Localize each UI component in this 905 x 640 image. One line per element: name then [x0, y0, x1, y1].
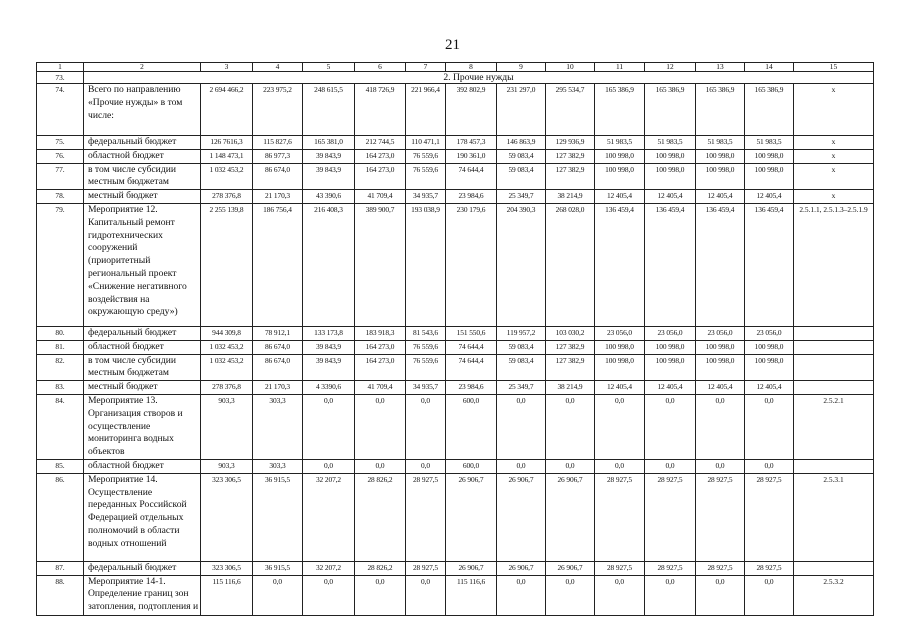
value-cell: 21 170,3 — [253, 381, 303, 395]
value-cell: 2 255 139,8 — [201, 203, 253, 326]
row-number: 87. — [37, 561, 84, 575]
row-number: 79. — [37, 203, 84, 326]
value-cell: 12 405,4 — [696, 190, 745, 204]
value-cell: 136 459,4 — [645, 203, 696, 326]
value-cell: 59 083,4 — [497, 149, 546, 163]
value-cell: 126 7616,3 — [201, 136, 253, 150]
value-cell: 193 038,9 — [406, 203, 446, 326]
value-cell: 32 207,2 — [303, 561, 355, 575]
value-cell: 36 915,5 — [253, 473, 303, 561]
row-number: 86. — [37, 473, 84, 561]
row-name: федеральный бюджет — [84, 561, 201, 575]
section-title: 2. Прочие нужды — [84, 72, 874, 84]
header-row — [37, 63, 874, 72]
column-number: 13 — [696, 63, 745, 72]
budget-table — [36, 62, 874, 616]
row-number: 78. — [37, 190, 84, 204]
code-cell — [794, 340, 874, 354]
value-cell: 323 306,5 — [201, 561, 253, 575]
value-cell: 323 306,5 — [201, 473, 253, 561]
row-number: 73. — [37, 72, 84, 84]
value-cell: 86 977,3 — [253, 149, 303, 163]
value-cell: 59 083,4 — [497, 354, 546, 381]
row-number: 85. — [37, 459, 84, 473]
value-cell: 133 173,8 — [303, 326, 355, 340]
column-number: 4 — [253, 63, 303, 72]
value-cell: 0,0 — [696, 394, 745, 459]
code-cell: x — [794, 190, 874, 204]
value-cell: 136 459,4 — [696, 203, 745, 326]
value-cell: 0,0 — [745, 459, 794, 473]
column-number: 9 — [497, 63, 546, 72]
value-cell: 119 957,2 — [497, 326, 546, 340]
table-row — [37, 381, 874, 395]
value-cell: 0,0 — [546, 459, 595, 473]
value-cell: 28 927,5 — [595, 561, 645, 575]
value-cell: 0,0 — [497, 575, 546, 615]
value-cell: 51 983,5 — [696, 136, 745, 150]
code-cell: 2.5.1.1, 2.5.1.3–2.5.1.9 — [794, 203, 874, 326]
value-cell: 34 935,7 — [406, 381, 446, 395]
value-cell: 248 615,5 — [303, 84, 355, 136]
column-number: 8 — [446, 63, 497, 72]
value-cell: 165 381,0 — [303, 136, 355, 150]
row-name: Всего по направлению «Прочие нужды» в том числе: — [84, 84, 201, 136]
value-cell: 59 083,4 — [497, 340, 546, 354]
value-cell: 23 056,0 — [645, 326, 696, 340]
value-cell: 76 559,6 — [406, 149, 446, 163]
code-cell — [794, 561, 874, 575]
value-cell: 0,0 — [497, 394, 546, 459]
value-cell: 136 459,4 — [595, 203, 645, 326]
value-cell: 0,0 — [406, 394, 446, 459]
value-cell: 28 927,5 — [645, 561, 696, 575]
value-cell: 25 349,7 — [497, 190, 546, 204]
value-cell: 278 376,8 — [201, 381, 253, 395]
row-number: 75. — [37, 136, 84, 150]
row-number: 81. — [37, 340, 84, 354]
value-cell: 4 3390,6 — [303, 381, 355, 395]
value-cell: 1 148 473,1 — [201, 149, 253, 163]
value-cell: 0,0 — [253, 575, 303, 615]
value-cell: 0,0 — [406, 459, 446, 473]
value-cell: 26 906,7 — [546, 473, 595, 561]
value-cell: 100 998,0 — [595, 354, 645, 381]
row-number: 82. — [37, 354, 84, 381]
row-name: федеральный бюджет — [84, 136, 201, 150]
value-cell: 86 674,0 — [253, 340, 303, 354]
table-row — [37, 394, 874, 459]
value-cell: 41 709,4 — [355, 190, 406, 204]
value-cell: 81 543,6 — [406, 326, 446, 340]
value-cell: 12 405,4 — [645, 190, 696, 204]
value-cell: 303,3 — [253, 394, 303, 459]
value-cell: 28 826,2 — [355, 473, 406, 561]
value-cell: 903,3 — [201, 459, 253, 473]
value-cell: 165 386,9 — [696, 84, 745, 136]
value-cell: 183 918,3 — [355, 326, 406, 340]
value-cell: 41 709,4 — [355, 381, 406, 395]
value-cell: 100 998,0 — [645, 163, 696, 190]
value-cell: 0,0 — [303, 394, 355, 459]
value-cell: 0,0 — [497, 459, 546, 473]
column-number: 5 — [303, 63, 355, 72]
value-cell: 100 998,0 — [696, 163, 745, 190]
row-name: Мероприятие 14-1. Определение границ зон затопления, подтопления и — [84, 575, 201, 615]
value-cell: 100 998,0 — [745, 340, 794, 354]
value-cell: 216 408,3 — [303, 203, 355, 326]
row-name: местный бюджет — [84, 190, 201, 204]
value-cell: 0,0 — [645, 575, 696, 615]
value-cell: 38 214,9 — [546, 381, 595, 395]
row-name: в том числе субсидии местным бюджетам — [84, 163, 201, 190]
value-cell: 36 915,5 — [253, 561, 303, 575]
value-cell: 268 028,0 — [546, 203, 595, 326]
row-name: областной бюджет — [84, 459, 201, 473]
value-cell: 26 906,7 — [497, 561, 546, 575]
value-cell: 12 405,4 — [745, 381, 794, 395]
value-cell: 418 726,9 — [355, 84, 406, 136]
row-number: 88. — [37, 575, 84, 615]
value-cell: 51 983,5 — [595, 136, 645, 150]
value-cell: 151 550,6 — [446, 326, 497, 340]
value-cell: 115 116,6 — [446, 575, 497, 615]
value-cell: 39 843,9 — [303, 354, 355, 381]
table-row — [37, 326, 874, 340]
value-cell: 28 927,5 — [745, 561, 794, 575]
value-cell: 212 744,5 — [355, 136, 406, 150]
row-number: 76. — [37, 149, 84, 163]
page-number: 21 — [445, 37, 460, 53]
value-cell: 32 207,2 — [303, 473, 355, 561]
column-number: 10 — [546, 63, 595, 72]
column-number: 6 — [355, 63, 406, 72]
value-cell: 43 390,6 — [303, 190, 355, 204]
table-row — [37, 459, 874, 473]
value-cell: 12 405,4 — [696, 381, 745, 395]
value-cell: 12 405,4 — [595, 381, 645, 395]
column-number: 2 — [84, 63, 201, 72]
value-cell: 278 376,8 — [201, 190, 253, 204]
code-cell — [794, 354, 874, 381]
code-cell — [794, 326, 874, 340]
value-cell: 0,0 — [645, 459, 696, 473]
row-number: 74. — [37, 84, 84, 136]
value-cell: 100 998,0 — [696, 149, 745, 163]
value-cell: 110 471,1 — [406, 136, 446, 150]
value-cell: 26 906,7 — [446, 561, 497, 575]
code-cell: 2.5.3.1 — [794, 473, 874, 561]
code-cell: x — [794, 136, 874, 150]
value-cell: 1 032 453,2 — [201, 340, 253, 354]
value-cell: 0,0 — [546, 575, 595, 615]
value-cell: 28 927,5 — [696, 561, 745, 575]
value-cell: 86 674,0 — [253, 163, 303, 190]
value-cell: 127 382,9 — [546, 163, 595, 190]
value-cell: 39 843,9 — [303, 340, 355, 354]
value-cell: 23 056,0 — [595, 326, 645, 340]
value-cell: 1 032 453,2 — [201, 354, 253, 381]
value-cell: 944 309,8 — [201, 326, 253, 340]
value-cell: 204 390,3 — [497, 203, 546, 326]
value-cell: 25 349,7 — [497, 381, 546, 395]
value-cell: 26 906,7 — [446, 473, 497, 561]
value-cell: 100 998,0 — [745, 149, 794, 163]
value-cell: 0,0 — [355, 575, 406, 615]
value-cell: 100 998,0 — [745, 354, 794, 381]
value-cell: 136 459,4 — [745, 203, 794, 326]
value-cell: 76 559,6 — [406, 340, 446, 354]
value-cell: 0,0 — [546, 394, 595, 459]
value-cell: 100 998,0 — [645, 340, 696, 354]
value-cell: 0,0 — [355, 394, 406, 459]
code-cell — [794, 459, 874, 473]
value-cell: 223 975,2 — [253, 84, 303, 136]
row-name: областной бюджет — [84, 149, 201, 163]
value-cell: 1 032 453,2 — [201, 163, 253, 190]
value-cell: 230 179,6 — [446, 203, 497, 326]
table-row — [37, 190, 874, 204]
column-number: 11 — [595, 63, 645, 72]
value-cell: 295 534,7 — [546, 84, 595, 136]
value-cell: 164 273,0 — [355, 163, 406, 190]
value-cell: 221 966,4 — [406, 84, 446, 136]
code-cell: x — [794, 163, 874, 190]
value-cell: 0,0 — [303, 575, 355, 615]
value-cell: 115 116,6 — [201, 575, 253, 615]
row-name: Мероприятие 12. Капитальный ремонт гидротехнических сооружений (приоритетный региональный проект «Снижение негативного воздействия на окружающую среду») — [84, 203, 201, 326]
value-cell: 100 998,0 — [645, 354, 696, 381]
value-cell: 78 912,1 — [253, 326, 303, 340]
value-cell: 164 273,0 — [355, 149, 406, 163]
value-cell: 86 674,0 — [253, 354, 303, 381]
value-cell: 190 361,0 — [446, 149, 497, 163]
value-cell: 146 863,9 — [497, 136, 546, 150]
value-cell: 76 559,6 — [406, 163, 446, 190]
value-cell: 23 056,0 — [696, 326, 745, 340]
value-cell: 231 297,0 — [497, 84, 546, 136]
code-cell: x — [794, 84, 874, 136]
value-cell: 23 984,6 — [446, 190, 497, 204]
value-cell: 127 382,9 — [546, 354, 595, 381]
value-cell: 103 030,2 — [546, 326, 595, 340]
code-cell: x — [794, 149, 874, 163]
value-cell: 165 386,9 — [745, 84, 794, 136]
column-number: 3 — [201, 63, 253, 72]
value-cell: 100 998,0 — [745, 163, 794, 190]
value-cell: 186 756,4 — [253, 203, 303, 326]
value-cell: 100 998,0 — [696, 354, 745, 381]
value-cell: 28 927,5 — [595, 473, 645, 561]
value-cell: 0,0 — [696, 575, 745, 615]
value-cell: 165 386,9 — [645, 84, 696, 136]
column-number: 7 — [406, 63, 446, 72]
value-cell: 26 906,7 — [546, 561, 595, 575]
value-cell: 26 906,7 — [497, 473, 546, 561]
value-cell: 0,0 — [595, 575, 645, 615]
value-cell: 28 927,5 — [696, 473, 745, 561]
value-cell: 164 273,0 — [355, 354, 406, 381]
value-cell: 100 998,0 — [595, 149, 645, 163]
value-cell: 127 382,9 — [546, 149, 595, 163]
value-cell: 600,0 — [446, 394, 497, 459]
code-cell: 2.5.2.1 — [794, 394, 874, 459]
code-cell — [794, 381, 874, 395]
row-name: местный бюджет — [84, 381, 201, 395]
value-cell: 0,0 — [595, 394, 645, 459]
value-cell: 28 927,5 — [745, 473, 794, 561]
value-cell: 74 644,4 — [446, 354, 497, 381]
table-row — [37, 149, 874, 163]
value-cell: 28 927,5 — [406, 473, 446, 561]
column-number: 1 — [37, 63, 84, 72]
row-name: Мероприятие 13. Организация створов и осуществление мониторинга водных объектов — [84, 394, 201, 459]
table-row — [37, 354, 874, 381]
value-cell: 28 826,2 — [355, 561, 406, 575]
value-cell: 0,0 — [595, 459, 645, 473]
value-cell: 38 214,9 — [546, 190, 595, 204]
value-cell: 74 644,4 — [446, 163, 497, 190]
code-cell: 2.5.3.2 — [794, 575, 874, 615]
row-name: федеральный бюджет — [84, 326, 201, 340]
value-cell: 76 559,6 — [406, 354, 446, 381]
row-number: 84. — [37, 394, 84, 459]
value-cell: 389 900,7 — [355, 203, 406, 326]
value-cell: 12 405,4 — [595, 190, 645, 204]
row-number: 80. — [37, 326, 84, 340]
table-row — [37, 473, 874, 561]
value-cell: 0,0 — [355, 459, 406, 473]
value-cell: 0,0 — [406, 575, 446, 615]
column-number: 14 — [745, 63, 794, 72]
value-cell: 28 927,5 — [645, 473, 696, 561]
column-number: 12 — [645, 63, 696, 72]
table-row — [37, 84, 874, 136]
table-row — [37, 136, 874, 150]
row-name: областной бюджет — [84, 340, 201, 354]
value-cell: 12 405,4 — [745, 190, 794, 204]
value-cell: 0,0 — [745, 394, 794, 459]
table-row — [37, 575, 874, 615]
value-cell: 51 983,5 — [745, 136, 794, 150]
value-cell: 2 694 466,2 — [201, 84, 253, 136]
value-cell: 115 827,6 — [253, 136, 303, 150]
value-cell: 23 984,6 — [446, 381, 497, 395]
row-name: Мероприятие 14. Осуществление переданных Российской Федерацией отдельных полномочий в области водных отношений — [84, 473, 201, 561]
row-name: в том числе субсидии местным бюджетам — [84, 354, 201, 381]
section-row — [37, 72, 874, 84]
table-row — [37, 340, 874, 354]
value-cell: 39 843,9 — [303, 149, 355, 163]
value-cell: 51 983,5 — [645, 136, 696, 150]
value-cell: 100 998,0 — [595, 163, 645, 190]
value-cell: 12 405,4 — [645, 381, 696, 395]
value-cell: 34 935,7 — [406, 190, 446, 204]
value-cell: 303,3 — [253, 459, 303, 473]
value-cell: 100 998,0 — [645, 149, 696, 163]
value-cell: 28 927,5 — [406, 561, 446, 575]
value-cell: 600,0 — [446, 459, 497, 473]
value-cell: 392 802,9 — [446, 84, 497, 136]
value-cell: 178 457,3 — [446, 136, 497, 150]
value-cell: 74 644,4 — [446, 340, 497, 354]
table-row — [37, 561, 874, 575]
value-cell: 59 083,4 — [497, 163, 546, 190]
value-cell: 903,3 — [201, 394, 253, 459]
column-number: 15 — [794, 63, 874, 72]
value-cell: 39 843,9 — [303, 163, 355, 190]
value-cell: 100 998,0 — [696, 340, 745, 354]
table-row — [37, 163, 874, 190]
value-cell: 21 170,3 — [253, 190, 303, 204]
table-row — [37, 203, 874, 326]
value-cell: 0,0 — [696, 459, 745, 473]
value-cell: 0,0 — [303, 459, 355, 473]
value-cell: 165 386,9 — [595, 84, 645, 136]
row-number: 83. — [37, 381, 84, 395]
value-cell: 164 273,0 — [355, 340, 406, 354]
value-cell: 127 382,9 — [546, 340, 595, 354]
value-cell: 0,0 — [645, 394, 696, 459]
value-cell: 23 056,0 — [745, 326, 794, 340]
value-cell: 100 998,0 — [595, 340, 645, 354]
value-cell: 129 936,9 — [546, 136, 595, 150]
value-cell: 0,0 — [745, 575, 794, 615]
row-number: 77. — [37, 163, 84, 190]
